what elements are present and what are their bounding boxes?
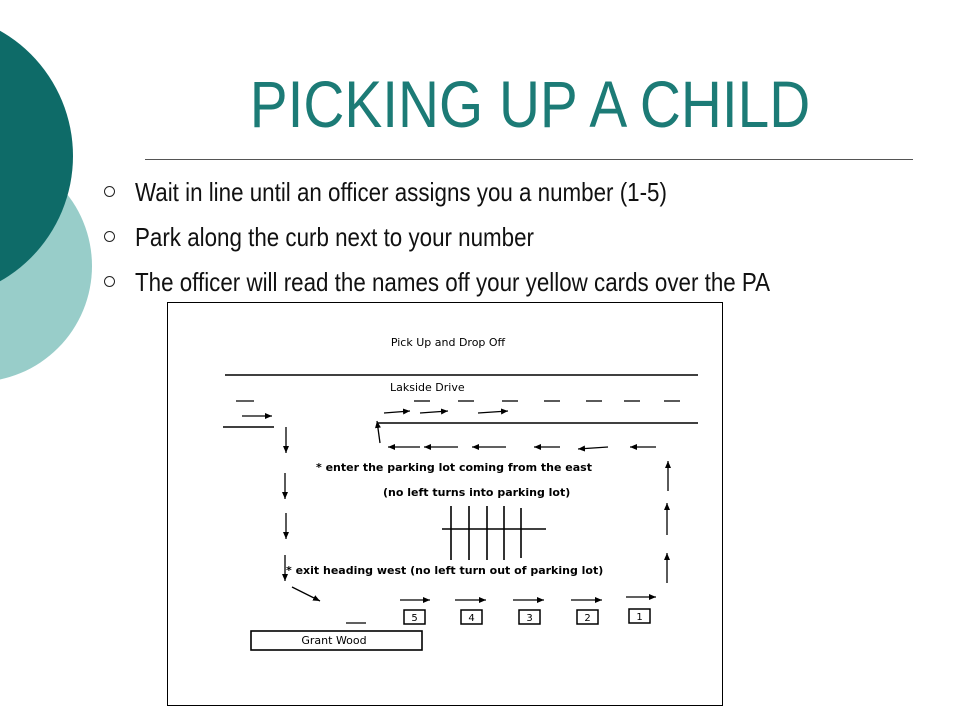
bullet-text: Park along the curb next to your number bbox=[135, 222, 534, 252]
parking-spot bbox=[577, 610, 598, 624]
note-exit-west: * exit heading west (no left turn out of parking lot) bbox=[286, 564, 604, 577]
slide-title: PICKING UP A CHILD bbox=[249, 67, 811, 141]
parking-spot bbox=[629, 609, 650, 623]
spot-number: 2 bbox=[584, 613, 591, 624]
building-label: Grant Wood bbox=[301, 634, 367, 647]
spot-number: 4 bbox=[468, 613, 475, 624]
spot-number: 3 bbox=[526, 613, 533, 624]
left-side-down-arrows bbox=[285, 427, 286, 581]
decorative-circles bbox=[0, 0, 140, 720]
parking-spot bbox=[461, 610, 482, 624]
title-divider bbox=[145, 159, 913, 160]
bullet-text: The officer will read the names off your yellow cards over the PA bbox=[135, 267, 771, 297]
entry-turn-arrow bbox=[377, 421, 380, 443]
right-side-up-arrows bbox=[667, 461, 668, 583]
spot-number: 5 bbox=[411, 613, 418, 624]
street-name: Lakside Drive bbox=[390, 381, 465, 394]
note-no-left-turn-in: (no left turns into parking lot) bbox=[383, 486, 571, 499]
westbound-arrows bbox=[388, 447, 656, 449]
parking-spot bbox=[404, 610, 425, 624]
note-enter-east: * enter the parking lot coming from the east bbox=[316, 461, 592, 474]
pickup-map-drawing bbox=[168, 303, 722, 705]
bullet-item bbox=[100, 170, 873, 215]
map-title: Pick Up and Drop Off bbox=[390, 336, 506, 349]
spot-number: 1 bbox=[636, 612, 643, 623]
parking-grid bbox=[442, 506, 546, 560]
hollow-circle-bullet-icon bbox=[104, 276, 115, 287]
exit-lane-arrows bbox=[292, 587, 656, 601]
bullet-list bbox=[100, 170, 873, 305]
parking-spot bbox=[519, 610, 540, 624]
pickup-map-image bbox=[167, 302, 723, 706]
hollow-circle-bullet-icon bbox=[104, 231, 115, 242]
hollow-circle-bullet-icon bbox=[104, 186, 115, 197]
bullet-item bbox=[100, 260, 873, 305]
bullet-text: Wait in line until an officer assigns you a number (1-5) bbox=[135, 177, 667, 207]
bullet-item bbox=[100, 215, 873, 260]
eastbound-arrows bbox=[242, 411, 508, 416]
